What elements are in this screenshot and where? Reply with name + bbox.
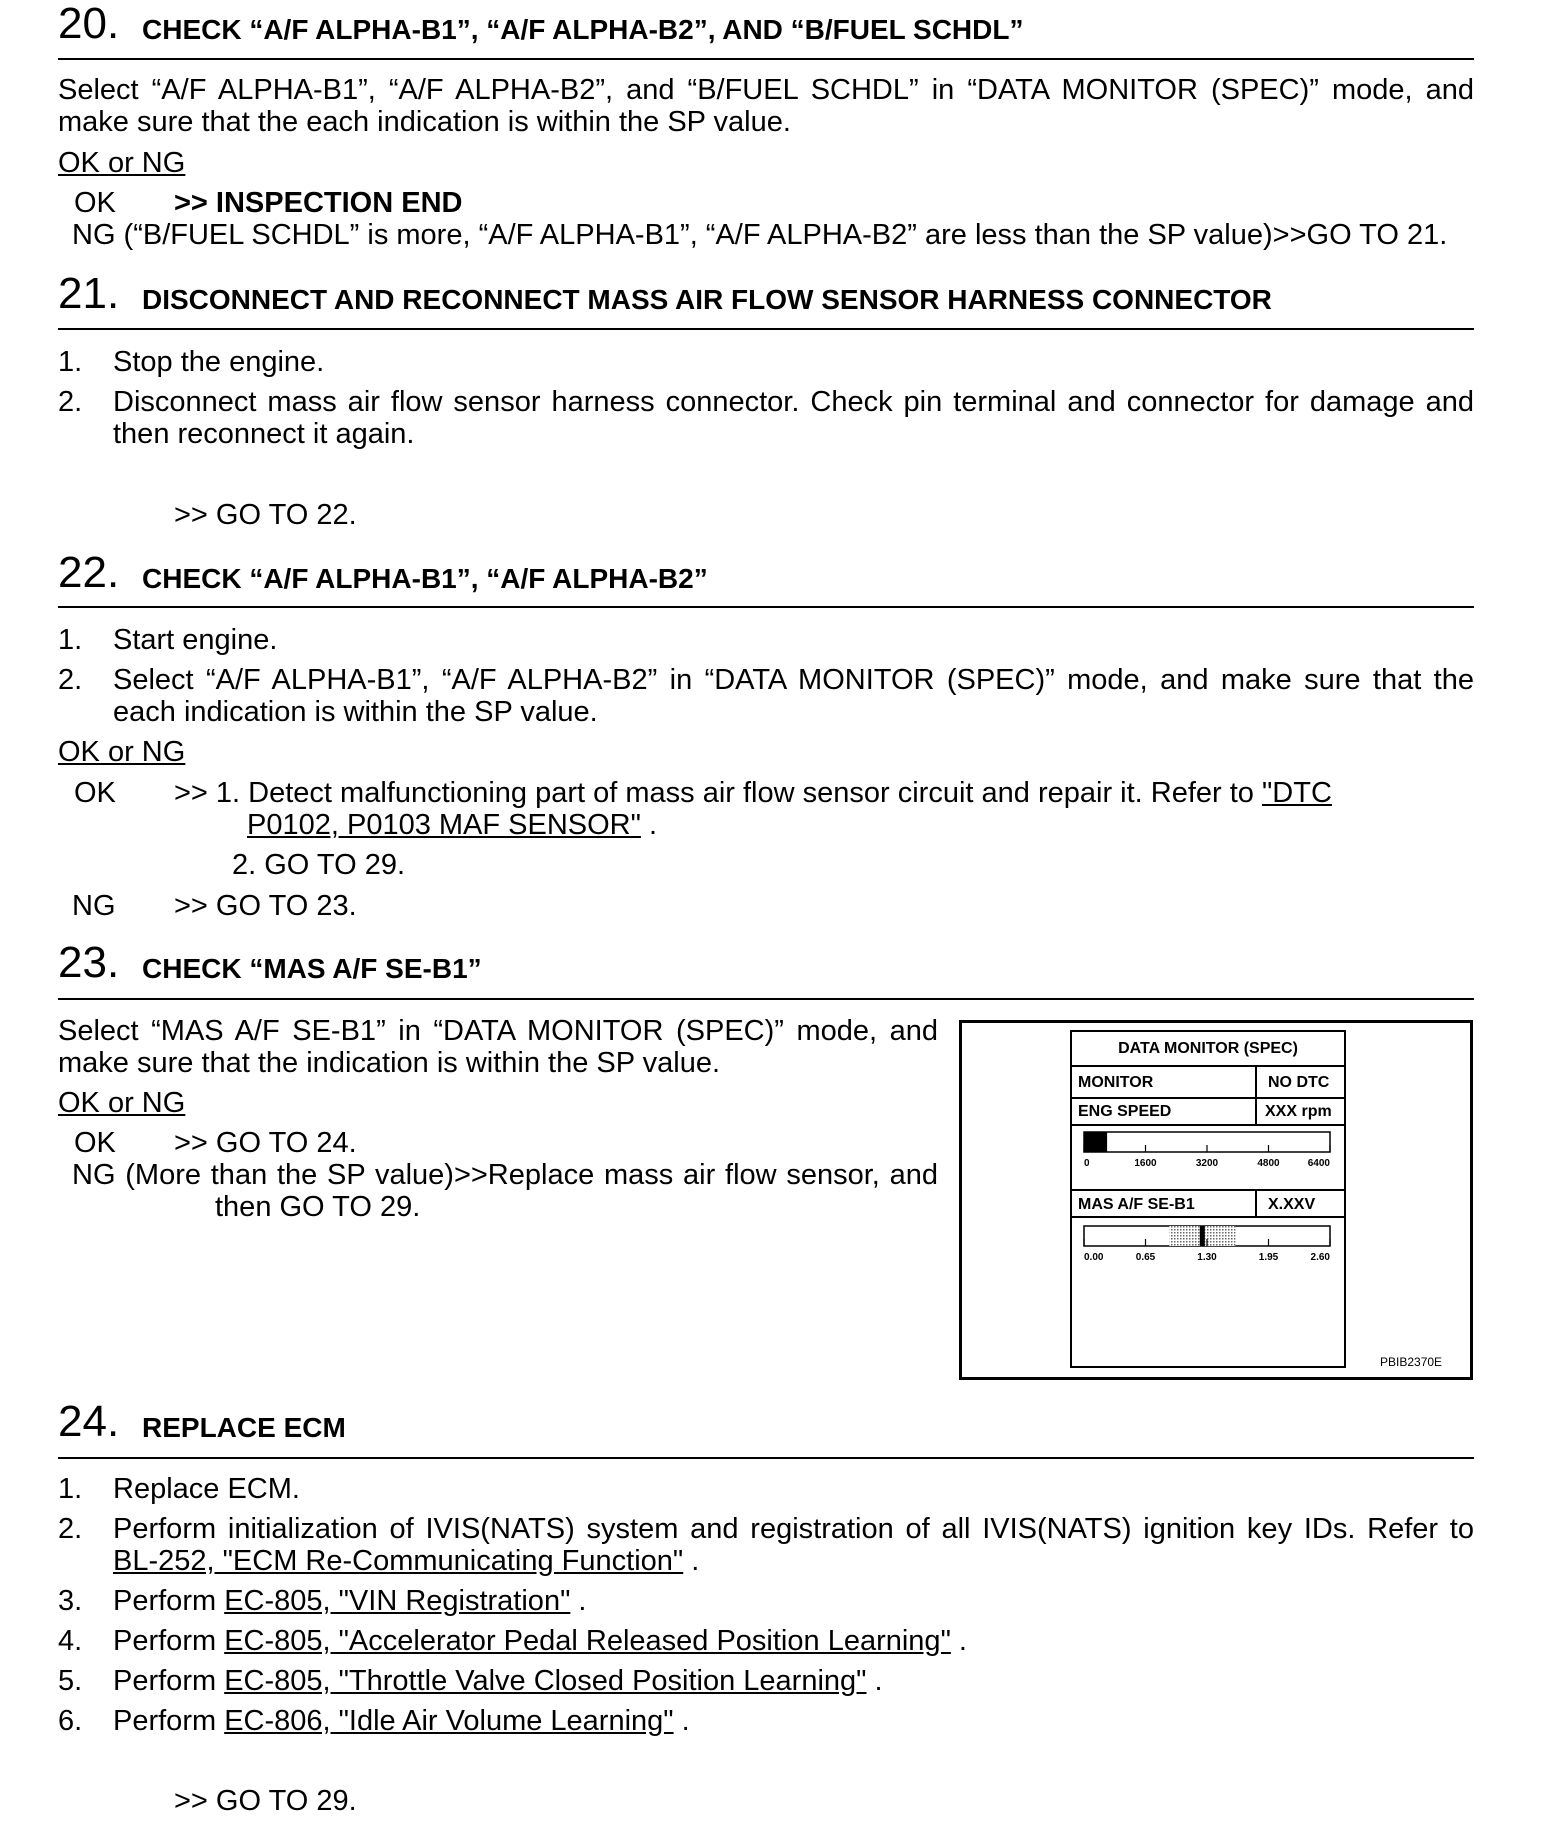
section-22-step2-num: 2. [58,664,83,696]
monitor-title: DATA MONITOR (SPEC) [1118,1040,1298,1057]
s24-step2-line2 [113,1545,699,1578]
section-22-step2-line2: each indication is within the SP value. [113,696,598,728]
figure-code: PBIB2370E [1380,1355,1443,1369]
s24-step3-num: 3. [58,1585,83,1617]
section-23-ok-action: >> GO TO 24. [174,1127,357,1159]
s24-step5-post: . [866,1665,883,1697]
section-23-number: 23. [58,938,120,987]
section-20-ng-line: NG (“B/FUEL SCHDL” is more, “A/F ALPHA-B1”, “A/F ALPHA-B2” are less than the SP value)>>GO TO 21. [72,219,1448,251]
eng-speed-gauge-tick-label: 0 [1084,1158,1090,1169]
maf-gauge-tick-label: 0.00 [1084,1252,1104,1263]
s24-step5-line [113,1665,883,1698]
s24-step3-pre: Perform [113,1585,225,1617]
section-23-ok-or-ng: OK or NG [58,1087,186,1119]
s24-step4-post: . [950,1625,967,1657]
section-22-dtc-link-part1[interactable]: "DTC [1262,777,1332,809]
monitor-row-maf [1072,1189,1344,1218]
s24-step3-post: . [570,1585,587,1617]
s24-step6-line [113,1705,690,1738]
maf-gauge-tick-label: 2.60 [1310,1252,1330,1263]
section-21-step2-line2: then reconnect it again. [113,418,415,450]
s24-step3-line [113,1585,587,1618]
monitor-header-left: MONITOR [1078,1074,1154,1091]
monitor-header-divider [1255,1067,1257,1097]
eng-speed-label: ENG SPEED [1078,1103,1172,1120]
maf-gauge-tick-label: 1.95 [1258,1252,1279,1263]
eng-speed-gauge-tick-label: 4800 [1257,1158,1280,1169]
s24-step6-num: 6. [58,1705,83,1737]
s24-step5-pre: Perform [113,1665,225,1697]
maf-value: X.XXV [1268,1196,1316,1213]
monitor-row-eng-speed [1072,1099,1344,1126]
maf-gauge-needle [1200,1226,1205,1246]
s24-step2-link[interactable]: BL-252, "ECM Re-Communicating Function" [113,1545,684,1577]
s24-step4-num: 4. [58,1625,83,1657]
s24-step2-post: . [683,1545,700,1577]
section-22-ok-line2 [247,809,657,842]
section-22-step2-line1: Select “A/F ALPHA-B1”, “A/F ALPHA-B2” in “DATA MONITOR (SPEC)” mode, and make sure that the [113,664,1474,696]
maf-gauge-tick-label: 0.65 [1135,1252,1156,1263]
section-24-goto: >> GO TO 29. [174,1785,357,1817]
section-23-ng-line2: then GO TO 29. [215,1191,421,1223]
s24-step1-text: Replace ECM. [113,1473,300,1505]
s24-step6-pre: Perform [113,1705,225,1737]
s24-step4-pre: Perform [113,1625,225,1657]
s24-step1-num: 1. [58,1473,83,1505]
section-22-number: 22. [58,548,120,597]
section-22-ok-step2: 2. GO TO 29. [232,849,406,881]
eng-speed-value: XXX rpm [1265,1103,1332,1120]
section-21-title: DISCONNECT AND RECONNECT MASS AIR FLOW SENSOR HARNESS CONNECTOR [142,284,1272,315]
section-23-ok-label: OK [74,1127,116,1159]
section-20-title: CHECK “A/F ALPHA-B1”, “A/F ALPHA-B2”, AND “B/FUEL SCHDL” [142,14,1024,45]
section-22-ng-label: NG [72,890,116,922]
eng-speed-gauge [1072,1126,1344,1174]
section-23-title: CHECK “MAS A/F SE-B1” [142,953,482,984]
eng-speed-gauge-fill [1084,1132,1107,1152]
s24-step6-post: . [673,1705,690,1737]
s24-step5-num: 5. [58,1665,83,1697]
section-22-ok-or-ng: OK or NG [58,736,186,768]
eng-speed-gauge-tick-label: 6400 [1307,1158,1330,1169]
section-22-link-suffix: . [648,809,658,841]
section-20-para-line2: make sure that the each indication is within the SP value. [58,106,791,138]
section-20-para-line1: Select “A/F ALPHA-B1”, “A/F ALPHA-B2”, and “B/FUEL SCHDL” in “DATA MONITOR (SPEC)” mode, and [58,74,1474,106]
maf-divider [1255,1191,1257,1216]
section-22-dtc-link-part2[interactable]: P0102, P0103 MAF SENSOR" [247,809,641,841]
monitor-header-right: NO DTC [1268,1074,1330,1091]
eng-speed-divider [1255,1099,1257,1124]
section-20-rule [58,58,1474,60]
section-20-ok-label: OK [74,187,116,219]
section-24-number: 24. [58,1397,120,1446]
section-23-para-line1: Select “MAS A/F SE-B1” in “DATA MONITOR (SPEC)” mode, and [58,1015,938,1047]
maf-gauge-tick-label: 1.30 [1197,1252,1217,1263]
section-22-step1: Start engine. [113,624,278,656]
monitor-title-row [1072,1032,1344,1067]
section-22-ok-line1 [174,777,1332,810]
monitor-header-row [1072,1067,1344,1099]
section-21-rule [58,328,1474,330]
section-22-rule [58,606,1474,608]
maf-label: MAS A/F SE-B1 [1078,1196,1195,1213]
s24-step2-text: Perform initialization of IVIS(NATS) system and registration of all IVIS(NATS) ignition key IDs. Refer to [113,1513,1474,1545]
s24-step6-link[interactable]: EC-806, "Idle Air Volume Learning" [224,1705,674,1737]
section-20-ok-or-ng: OK or NG [58,147,186,179]
section-24-rule [58,1457,1474,1459]
section-22-ng-action: >> GO TO 23. [174,890,357,922]
s24-step5-link[interactable]: EC-805, "Throttle Valve Closed Position Learning" [224,1665,867,1697]
section-22-step1-num: 1. [58,624,83,656]
section-20-number: 20. [58,0,120,48]
section-22-ok-prefix: >> 1. Detect malfunctioning part of mass air flow sensor circuit and repair it. Refer to [174,777,1254,809]
section-21-step2-num: 2. [58,386,83,418]
s24-step4-line [113,1625,967,1658]
section-24-title: REPLACE ECM [142,1412,346,1443]
maf-gauge [1072,1220,1344,1268]
section-23-rule [58,998,1474,1000]
s24-step4-link[interactable]: EC-805, "Accelerator Pedal Released Position Learning" [224,1625,951,1657]
section-22-title: CHECK “A/F ALPHA-B1”, “A/F ALPHA-B2” [142,563,708,594]
section-21-step1: Stop the engine. [113,346,325,378]
eng-speed-gauge-tick-label: 3200 [1195,1158,1219,1169]
section-23-para-line2: make sure that the indication is within the SP value. [58,1047,721,1079]
section-23-ng-line1: NG (More than the SP value)>>Replace mass air flow sensor, and [72,1159,938,1191]
section-20-ok-action: >> INSPECTION END [174,187,463,219]
data-monitor-screen [1070,1030,1346,1368]
s24-step3-link[interactable]: EC-805, "VIN Registration" [224,1585,571,1617]
s24-step2-num: 2. [58,1513,83,1545]
section-21-step2-line1: Disconnect mass air flow sensor harness connector. Check pin terminal and connector for damage and [113,386,1474,418]
section-21-step1-num: 1. [58,346,83,378]
section-21-goto: >> GO TO 22. [174,499,357,531]
section-22-ok-label: OK [74,777,116,809]
section-21-number: 21. [58,269,120,318]
eng-speed-gauge-tick-label: 1600 [1134,1158,1157,1169]
